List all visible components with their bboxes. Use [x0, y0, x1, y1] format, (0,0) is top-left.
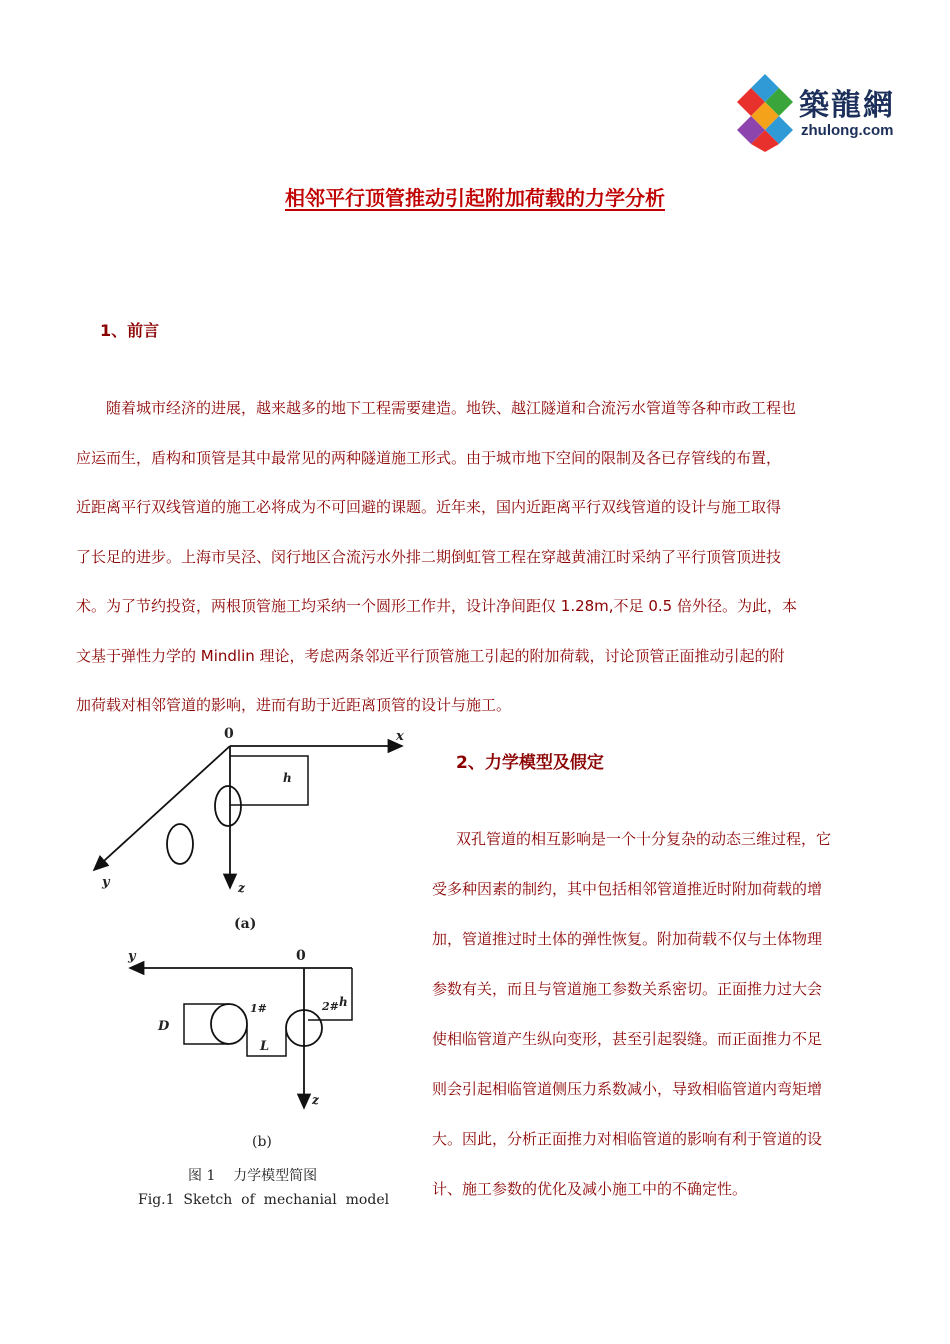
diagram-b — [127, 948, 352, 1150]
paragraph-line: 受多种因素的制约，其中包括相邻管道推近时附加荷载的增 — [432, 880, 823, 898]
paragraph-line: 应运而生，盾构和顶管是其中最常见的两种隧道施工形式。由于城市地下空间的限制及各已存管线的布置， — [76, 448, 782, 467]
diameter-bracket-b — [184, 1004, 229, 1044]
pipe-2-label-b: 2# — [322, 1000, 339, 1013]
caption-a: (a) — [234, 916, 257, 932]
paragraph-line: 文基于弹性力学的 Mindlin 理论，考虑两条邻近平行顶管施工引起的附加荷载，讨论顶管正面推动引起的附 — [76, 646, 785, 665]
y-axis-a — [94, 746, 230, 870]
paragraph-line: 计、施工参数的优化及减小施工中的不确定性。 — [432, 1180, 748, 1198]
logo-name-en: zhulong.com — [801, 122, 894, 139]
paragraph-line: 随着城市经济的进展，越来越多的地下工程需要建造。地铁、越江隧道和合流污水管道等各种市政工程也 — [106, 399, 797, 417]
zhulong-logo — [733, 72, 913, 152]
logo-name-cn: 築龍網 — [799, 88, 895, 123]
h-label-b: h — [339, 995, 348, 1009]
paragraph-line: 加，管道推过时土体的弹性恢复。附加荷载不仅与土体物理 — [432, 930, 823, 948]
figure-caption-cn: 图 1 力学模型简图 — [188, 1168, 318, 1184]
x-label-a: x — [396, 729, 404, 744]
section-2-heading: 2、力学模型及假定 — [456, 753, 604, 773]
depth-bracket-a — [230, 756, 308, 805]
paragraph-line: 了长足的进步。上海市吴泾、闵行地区合流污水外排二期倒虹管工程在穿越黄浦江时采纳了平行顶管顶进技 — [76, 547, 782, 566]
paragraph-line: 近距离平行双线管道的施工必将成为不可回避的课题。近年来，国内近距离平行双线管道的设计与施工取得 — [76, 498, 782, 516]
paragraph-line: 则会引起相临管道侧压力系数减小，导致相临管道内弯矩增 — [432, 1080, 823, 1098]
paragraph-line: 术。为了节约投资，两根顶管施工均采纳一个圆形工作井，设计净间距仅 1.28m,不足 0.5 倍外径。为此，本 — [76, 597, 797, 615]
paragraph-line: 使相临管道产生纵向变形，甚至引起裂缝。而正面推力不足 — [432, 1030, 823, 1048]
diameter-label-b: D — [158, 1019, 170, 1034]
section-1-paragraph — [76, 384, 876, 731]
y-label-a: y — [102, 875, 110, 890]
z-label-b: z — [312, 1093, 319, 1107]
z-label-a: z — [238, 881, 245, 895]
y-label-b: y — [128, 949, 136, 964]
figure-caption-en: Fig.1 Sketch of mechanial model — [138, 1192, 390, 1208]
logo-mark-icon — [733, 72, 797, 152]
origin-label-b: 0 — [296, 948, 306, 964]
mechanical-model-diagram — [82, 720, 412, 1220]
paragraph-line: 加荷载对相邻管道的影响，进而有助于近距离顶管的设计与施工。 — [76, 696, 512, 714]
h-label-a: h — [283, 771, 292, 785]
pipe-1-a — [167, 824, 193, 864]
caption-b: (b) — [252, 1134, 272, 1150]
pipe-2-a — [215, 786, 241, 826]
paragraph-line: 参数有关，而且与管道施工参数关系密切。正面推力过大会 — [432, 980, 823, 998]
document-title: 相邻平行顶管推动引起附加荷载的力学分析 — [285, 186, 665, 210]
mechanical-model-figure — [82, 720, 412, 1220]
spacing-label-b: L — [260, 1039, 270, 1054]
section-1-heading: 1、前言 — [100, 321, 160, 340]
pipe-1-b — [211, 1004, 247, 1044]
paragraph-line: 双孔管道的相互影响是一个十分复杂的动态三维过程，它 — [456, 830, 832, 848]
paragraph-line: 大。因此，分析正面推力对相临管道的影响有利于管道的设 — [432, 1130, 823, 1148]
pipe-1-label-b: 1# — [250, 1002, 267, 1015]
section-2-paragraph — [432, 814, 877, 1214]
origin-label-a: 0 — [224, 726, 234, 742]
diagram-a — [94, 726, 404, 932]
